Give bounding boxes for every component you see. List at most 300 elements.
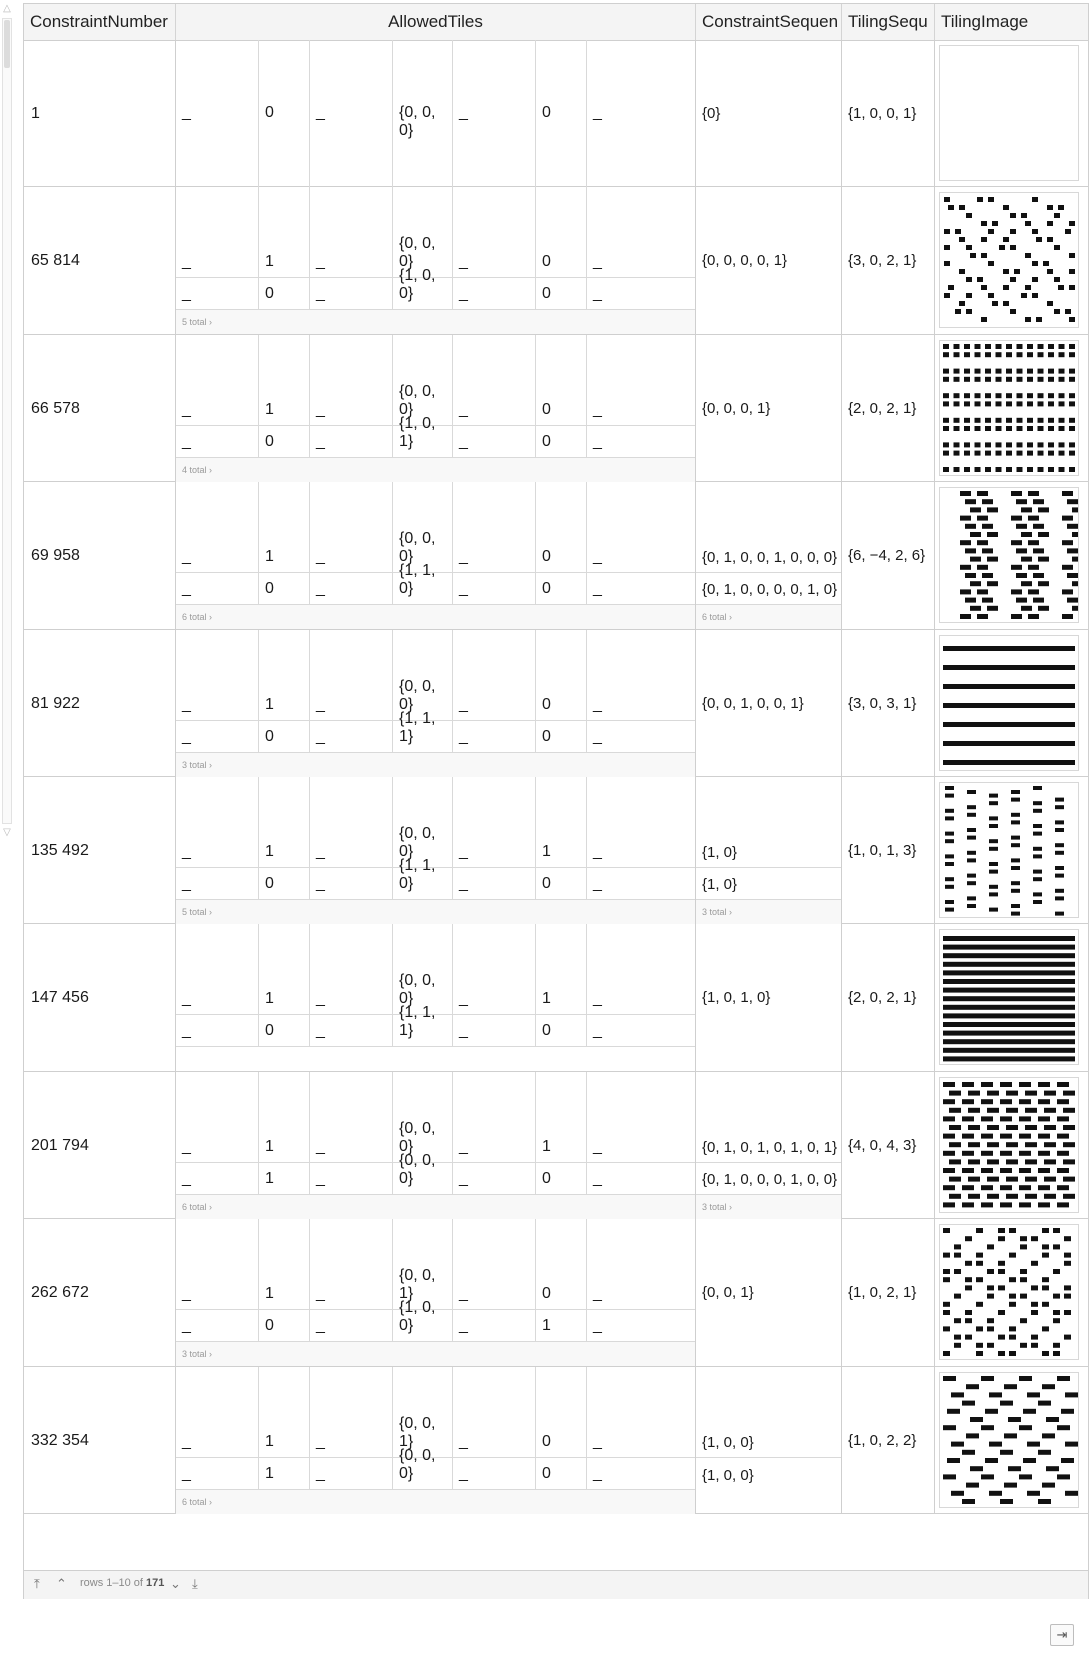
tiling-image-cell: [935, 1367, 1088, 1514]
tile-value: _: [459, 548, 468, 566]
tile-value: _: [459, 1464, 468, 1482]
tile-value-cell: [259, 777, 310, 867]
tile-value-cell: [176, 335, 259, 425]
tile-value: _: [182, 1169, 191, 1187]
allowed-tile-row: [176, 709, 695, 753]
allowed-tile-row: [176, 1219, 695, 1310]
tiles-total-link[interactable]: 6 total ›: [176, 1490, 695, 1514]
tile-value: _: [316, 1317, 325, 1335]
tile-value: 0: [542, 695, 551, 713]
tiles-total-link[interactable]: 3 total ›: [176, 753, 695, 777]
tile-value-cell: [536, 573, 587, 604]
tile-value: 1: [265, 695, 274, 713]
table-row: [24, 777, 1088, 924]
tile-value: 0: [542, 1432, 551, 1450]
tile-value: _: [182, 548, 191, 566]
tile-value-cell: [176, 426, 259, 457]
tile-value-cell: [259, 630, 310, 720]
tile-value: _: [459, 875, 468, 892]
tile-value-cell: [310, 868, 393, 899]
tile-value: 0: [265, 285, 274, 303]
constraint-number-cell: 65 814: [24, 187, 176, 334]
tile-value-cell: [393, 777, 453, 867]
tile-value-cell: [453, 1367, 536, 1457]
tile-value: {1, 0, 0}: [399, 1299, 436, 1335]
tile-value: _: [182, 1285, 191, 1303]
tiling-image-cell: [935, 1072, 1088, 1219]
tile-value-cell: [587, 1458, 670, 1489]
tile-value: 0: [265, 1317, 274, 1335]
tile-value: {1, 1, 0}: [399, 857, 436, 892]
constraint-sequence-value: {0, 1, 0, 1, 0, 1, 0, 1}: [702, 1138, 838, 1156]
column-header-tilingsequence[interactable]: TilingSequ: [842, 4, 935, 40]
constraint-sequence-row: [696, 777, 841, 868]
tile-value: _: [316, 695, 325, 713]
allowed-tiles-cell: [176, 482, 696, 629]
tile-value-cell: [587, 335, 670, 425]
allowed-tile-row: [176, 1072, 695, 1163]
allowed-tile-row: [176, 630, 695, 721]
tiling-sequence-cell: {3, 0, 3, 1}: [842, 630, 935, 777]
allowed-tiles-cell: [176, 630, 696, 777]
tiles-total-link[interactable]: 6 total ›: [176, 605, 695, 629]
table-row: [24, 40, 1088, 187]
tile-value-cell: [259, 278, 310, 309]
tile-value: _: [593, 843, 602, 860]
table-header: [24, 4, 1088, 41]
tile-value: 1: [265, 843, 274, 860]
constraint-sequence-value: {1, 0, 1, 0}: [702, 989, 771, 1007]
allowed-tile-row: [176, 482, 695, 573]
tile-value: _: [182, 432, 191, 450]
tile-value: _: [459, 1137, 468, 1155]
tile-value: {0, 0, 0}: [399, 972, 436, 1008]
tile-value: _: [316, 727, 325, 745]
tiling-image[interactable]: [939, 45, 1079, 181]
tiles-total-link[interactable]: 4 total ›: [176, 458, 695, 482]
constraint-sequence-row: [696, 1163, 841, 1195]
tile-value-cell: [453, 482, 536, 572]
tile-value-cell: [310, 573, 393, 604]
tile-value-cell: [587, 426, 670, 457]
allowed-tile-row: [176, 857, 695, 900]
tile-value-cell: [393, 562, 453, 604]
tiling-image-cell: [935, 40, 1088, 187]
tile-value-cell: [536, 482, 587, 572]
tile-value: _: [459, 1432, 468, 1450]
tile-value-cell: [310, 777, 393, 867]
tile-value: _: [316, 1022, 325, 1040]
tile-value-cell: [587, 278, 670, 309]
tile-value: 1: [265, 400, 274, 418]
constraint-number-cell: 332 354: [24, 1367, 176, 1514]
dataset-table: [23, 3, 1089, 1599]
tile-value: 0: [265, 104, 274, 121]
allowed-tiles-cell: [176, 335, 696, 482]
tile-value: _: [459, 695, 468, 713]
tile-value: _: [459, 253, 468, 271]
tile-value-cell: [453, 426, 536, 457]
tile-value-cell: [176, 1219, 259, 1309]
tile-value: {0, 0, 0}: [399, 1119, 436, 1155]
tile-value-cell: [393, 1151, 453, 1194]
constraint-sequence-value: {0, 0, 0, 1}: [702, 399, 771, 417]
tile-value-cell: [453, 1163, 536, 1194]
tile-value: _: [316, 400, 325, 418]
constraint-sequence-row: [696, 1367, 841, 1458]
constraint-sequence-value: {1, 0}: [702, 876, 738, 893]
tile-value: _: [593, 400, 602, 418]
pager-bar: [24, 1570, 1088, 1599]
tile-value-cell: [310, 1163, 393, 1194]
allowed-tiles-cell: [176, 924, 696, 1071]
scrollbar-track[interactable]: [2, 18, 12, 824]
tiling-image[interactable]: [939, 1372, 1079, 1508]
tile-value: {1, 1, 0}: [399, 562, 436, 598]
tile-value-cell: [536, 1310, 587, 1341]
tile-value: _: [316, 875, 325, 892]
tile-value: _: [459, 1317, 468, 1335]
tiling-image[interactable]: [939, 635, 1079, 771]
tile-value-cell: [393, 1072, 453, 1162]
tile-value: 1: [265, 1169, 274, 1187]
allowed-tiles-cell: [176, 777, 696, 924]
tile-value-cell: [176, 868, 259, 899]
tile-value-cell: [259, 426, 310, 457]
constraint-sequence-cell: [696, 187, 842, 334]
tile-value: 0: [542, 1022, 551, 1040]
tile-value-cell: [393, 40, 453, 187]
tile-value-cell: [453, 777, 536, 867]
tile-value: 0: [542, 432, 551, 450]
tiling-image[interactable]: [939, 1077, 1079, 1213]
tile-value: 0: [542, 104, 551, 121]
tile-value: _: [593, 548, 602, 566]
constraint-sequence-cell: [696, 630, 842, 777]
tile-value: _: [593, 104, 602, 121]
tile-value-cell: [453, 1015, 536, 1046]
scrollbar-thumb[interactable]: [4, 20, 10, 68]
constraint-sequence-value: {0}: [702, 105, 721, 122]
tile-value: _: [182, 580, 191, 598]
tile-value-cell: [176, 40, 259, 187]
tile-value: _: [593, 875, 602, 892]
tile-value: _: [593, 1432, 602, 1450]
tile-value-cell: [310, 1458, 393, 1489]
tile-value-cell: [176, 573, 259, 604]
tile-value-cell: [176, 1367, 259, 1457]
tile-value: _: [459, 727, 468, 745]
tiling-sequence-cell: {1, 0, 1, 3}: [842, 777, 935, 924]
column-header-constraintnumber[interactable]: ConstraintNumber: [24, 4, 176, 40]
constraint-sequence-row: [696, 1072, 841, 1163]
vertical-scrollbar[interactable]: [0, 0, 14, 840]
tiles-total-link[interactable]: 6 total ›: [176, 1195, 695, 1219]
tile-value-cell: [393, 630, 453, 720]
tile-value-cell: [259, 1367, 310, 1457]
tile-value: 1: [542, 843, 551, 860]
tile-value: _: [593, 1137, 602, 1155]
tile-value-cell: [587, 482, 670, 572]
column-header-constraintsequence[interactable]: ConstraintSequen: [696, 4, 842, 40]
tile-value-cell: [393, 482, 453, 572]
tile-value: _: [459, 843, 468, 860]
tile-value-cell: [393, 857, 453, 899]
tile-value: {0, 0, 0}: [399, 530, 436, 566]
tile-value-cell: [453, 1072, 536, 1162]
tiling-image-cell: [935, 187, 1088, 334]
tiling-sequence-cell: {1, 0, 0, 1}: [842, 40, 935, 187]
last-page-icon[interactable]: ⤓: [192, 1576, 198, 1591]
tile-value-cell: [259, 924, 310, 1014]
tile-value: _: [593, 695, 602, 713]
tile-value-cell: [587, 573, 670, 604]
tile-value: {0, 0, 1}: [399, 1414, 436, 1450]
tile-value: 1: [265, 253, 274, 271]
tile-value: {0, 0, 0}: [399, 1446, 436, 1482]
tile-value-cell: [176, 1072, 259, 1162]
constraint-sequence-cell: [696, 1072, 842, 1219]
tile-value-cell: [536, 1367, 587, 1457]
tile-value-cell: [587, 1072, 670, 1162]
tiling-image[interactable]: [939, 340, 1079, 476]
rows-total-count: 171: [146, 1577, 165, 1589]
constraint-sequence-total-link[interactable]: 3 total ›: [696, 900, 841, 924]
tile-value-cell: [176, 630, 259, 720]
tiling-sequence-cell: {2, 0, 2, 1}: [842, 924, 935, 1071]
tiling-image-cell: [935, 335, 1088, 482]
tiles-total-link[interactable]: 3 total ›: [176, 1342, 695, 1366]
tile-value: 0: [542, 1285, 551, 1303]
tile-value-cell: [587, 868, 670, 899]
tile-value-cell: [176, 1310, 259, 1341]
tile-value-cell: [310, 278, 393, 309]
tile-value: _: [459, 990, 468, 1008]
tile-value-cell: [176, 482, 259, 572]
tiles-total-link[interactable]: 5 total ›: [176, 900, 695, 924]
tile-value: _: [459, 1285, 468, 1303]
column-header-tilingimage[interactable]: TilingImage: [941, 12, 1029, 31]
tile-value-cell: [587, 721, 670, 752]
tile-value-cell: [310, 924, 393, 1014]
tiling-image-cell: [935, 630, 1088, 777]
table-row: [24, 335, 1088, 482]
tile-value-cell: [393, 1446, 453, 1489]
constraint-number-cell: 135 492: [24, 777, 176, 924]
tile-value: {1, 0, 1}: [399, 414, 436, 450]
tile-value-cell: [393, 1004, 453, 1046]
tile-value: _: [316, 104, 325, 121]
constraint-number-cell: 262 672: [24, 1219, 176, 1366]
allowed-tile-row: [176, 924, 695, 1015]
tile-value-cell: [453, 868, 536, 899]
tile-value: _: [182, 400, 191, 418]
tile-value-cell: [176, 278, 259, 309]
tile-value: _: [182, 727, 191, 745]
tile-value: _: [593, 580, 602, 598]
tile-value-cell: [310, 426, 393, 457]
tile-value: 0: [542, 253, 551, 271]
tile-value: _: [593, 253, 602, 271]
tile-value: 0: [542, 1169, 551, 1187]
tile-value: _: [182, 843, 191, 860]
constraint-sequence-cell: [696, 777, 842, 924]
tile-value: _: [593, 1022, 602, 1040]
tile-value-cell: [587, 40, 670, 187]
tile-value-cell: [259, 573, 310, 604]
constraint-sequence-cell: [696, 1219, 842, 1366]
tile-value: _: [316, 1285, 325, 1303]
tile-value: _: [182, 1022, 191, 1040]
tile-value-cell: [393, 1219, 453, 1309]
next-page-icon[interactable]: ⌄: [170, 1576, 181, 1591]
tile-value-cell: [393, 924, 453, 1014]
table-row: [24, 1367, 1088, 1514]
tile-value-cell: [393, 1367, 453, 1457]
allowed-tile-row: [176, 562, 695, 605]
previous-page-icon[interactable]: ⌃: [56, 1576, 67, 1591]
tile-value: {0, 0, 1}: [399, 1267, 436, 1303]
tile-value-cell: [310, 335, 393, 425]
tile-value-cell: [393, 414, 453, 457]
tile-value-cell: [259, 335, 310, 425]
tile-value-cell: [393, 335, 453, 425]
tile-value-cell: [310, 482, 393, 572]
constraint-sequence-value: {0, 1, 0, 0, 0, 0, 1, 0}: [702, 581, 838, 599]
tile-value-cell: [536, 777, 587, 867]
table-row: [24, 1072, 1088, 1219]
tiling-image-cell: [935, 924, 1088, 1071]
column-header-allowedtiles[interactable]: AllowedTiles: [176, 4, 696, 40]
allowed-tiles-cell: [176, 187, 696, 334]
first-page-icon[interactable]: ⤒: [34, 1576, 40, 1591]
tile-value: 0: [265, 580, 274, 598]
allowed-tile-row: [176, 1151, 695, 1195]
tile-value-cell: [536, 278, 587, 309]
allowed-tiles-cell: [176, 1219, 696, 1366]
tile-value: 1: [265, 548, 274, 566]
open-in-window-icon[interactable]: ⇥: [1050, 1624, 1074, 1646]
scroll-up-arrow-icon[interactable]: △: [3, 3, 11, 14]
tile-value: 1: [265, 1137, 274, 1155]
rows-range-label: rows 1–10 of 171: [80, 1577, 165, 1589]
tile-value-cell: [453, 278, 536, 309]
tile-value-cell: [259, 1219, 310, 1309]
tile-value-cell: [259, 1458, 310, 1489]
constraint-sequence-row: [696, 1458, 841, 1490]
allowed-tiles-cell: [176, 1367, 696, 1514]
tiling-image[interactable]: [939, 192, 1079, 328]
tile-value: 0: [265, 875, 274, 892]
tile-value-cell: [453, 630, 536, 720]
tile-value: 1: [265, 990, 274, 1008]
tiling-image-cell: [935, 1219, 1088, 1366]
constraint-sequence-value: {0, 0, 1}: [702, 1284, 754, 1302]
constraint-number-cell: 147 456: [24, 924, 176, 1071]
constraint-sequence-value: {1, 0}: [702, 844, 738, 861]
tile-value-cell: [536, 630, 587, 720]
tile-value: 0: [542, 875, 551, 892]
tile-value: _: [182, 875, 191, 892]
tile-value: _: [593, 1285, 602, 1303]
allowed-tile-row: [176, 187, 695, 278]
tiling-image[interactable]: [939, 487, 1079, 623]
tile-value: {0, 0, 0}: [399, 104, 436, 139]
scroll-down-arrow-icon[interactable]: ▽: [3, 827, 11, 838]
tiling-sequence-cell: {4, 0, 4, 3}: [842, 1072, 935, 1219]
tile-value-cell: [453, 573, 536, 604]
tile-value: 0: [265, 727, 274, 745]
tile-value: _: [182, 1317, 191, 1335]
allowed-tile-row: [176, 267, 695, 310]
tile-value: 0: [542, 580, 551, 598]
tiling-sequence-cell: {3, 0, 2, 1}: [842, 187, 935, 334]
tiling-image[interactable]: [939, 782, 1079, 918]
constraint-sequence-total-link[interactable]: 3 total ›: [696, 1195, 841, 1219]
tile-value: {1, 1, 1}: [399, 709, 436, 745]
constraint-sequence-value: {0, 0, 0, 0, 1}: [702, 252, 788, 270]
tiling-image-cell: [935, 777, 1088, 924]
tile-value: _: [593, 990, 602, 1008]
table-row: [24, 187, 1088, 334]
tile-value: _: [459, 1169, 468, 1187]
allowed-tiles-cell: [176, 1072, 696, 1219]
tile-value: _: [459, 1022, 468, 1040]
tile-value: 1: [265, 1464, 274, 1482]
tile-value: 0: [265, 1022, 274, 1040]
tile-value-cell: [536, 1072, 587, 1162]
table-row: [24, 482, 1088, 629]
constraint-number-cell: 81 922: [24, 630, 176, 777]
tile-value-cell: [393, 709, 453, 752]
tile-value: _: [182, 253, 191, 271]
constraint-number-cell: 1: [24, 40, 176, 187]
tiling-image[interactable]: [939, 929, 1079, 1065]
tile-value-cell: [259, 40, 310, 187]
tile-value-cell: [536, 868, 587, 899]
tile-value: _: [316, 253, 325, 271]
constraint-number-cell: 201 794: [24, 1072, 176, 1219]
tile-value-cell: [310, 630, 393, 720]
tile-value-cell: [310, 40, 393, 187]
tile-value-cell: [259, 1072, 310, 1162]
allowed-tile-row: [176, 40, 695, 187]
tile-value-cell: [536, 1458, 587, 1489]
constraint-sequence-row: [696, 868, 841, 900]
allowed-tile-row: [176, 1367, 695, 1458]
tile-value-cell: [536, 1163, 587, 1194]
tile-value: _: [316, 432, 325, 450]
tiling-sequence-cell: {2, 0, 2, 1}: [842, 335, 935, 482]
constraint-sequence-total-link[interactable]: 6 total ›: [696, 605, 841, 629]
tile-value-cell: [453, 187, 536, 277]
tile-value-cell: [176, 1015, 259, 1046]
tile-value-cell: [536, 924, 587, 1014]
tile-value: _: [593, 1464, 602, 1482]
tile-value-cell: [587, 1367, 670, 1457]
tile-value-cell: [453, 924, 536, 1014]
tiles-total-link[interactable]: 5 total ›: [176, 310, 695, 334]
tile-value-cell: [176, 777, 259, 867]
tile-value-cell: [536, 335, 587, 425]
tiling-image[interactable]: [939, 1224, 1079, 1360]
constraint-sequence-value: {1, 0, 0}: [702, 1433, 754, 1451]
tile-value-cell: [393, 187, 453, 277]
tile-value-cell: [587, 924, 670, 1014]
tile-value: _: [182, 1432, 191, 1450]
constraint-number-cell: 66 578: [24, 335, 176, 482]
tile-value: _: [316, 1137, 325, 1155]
